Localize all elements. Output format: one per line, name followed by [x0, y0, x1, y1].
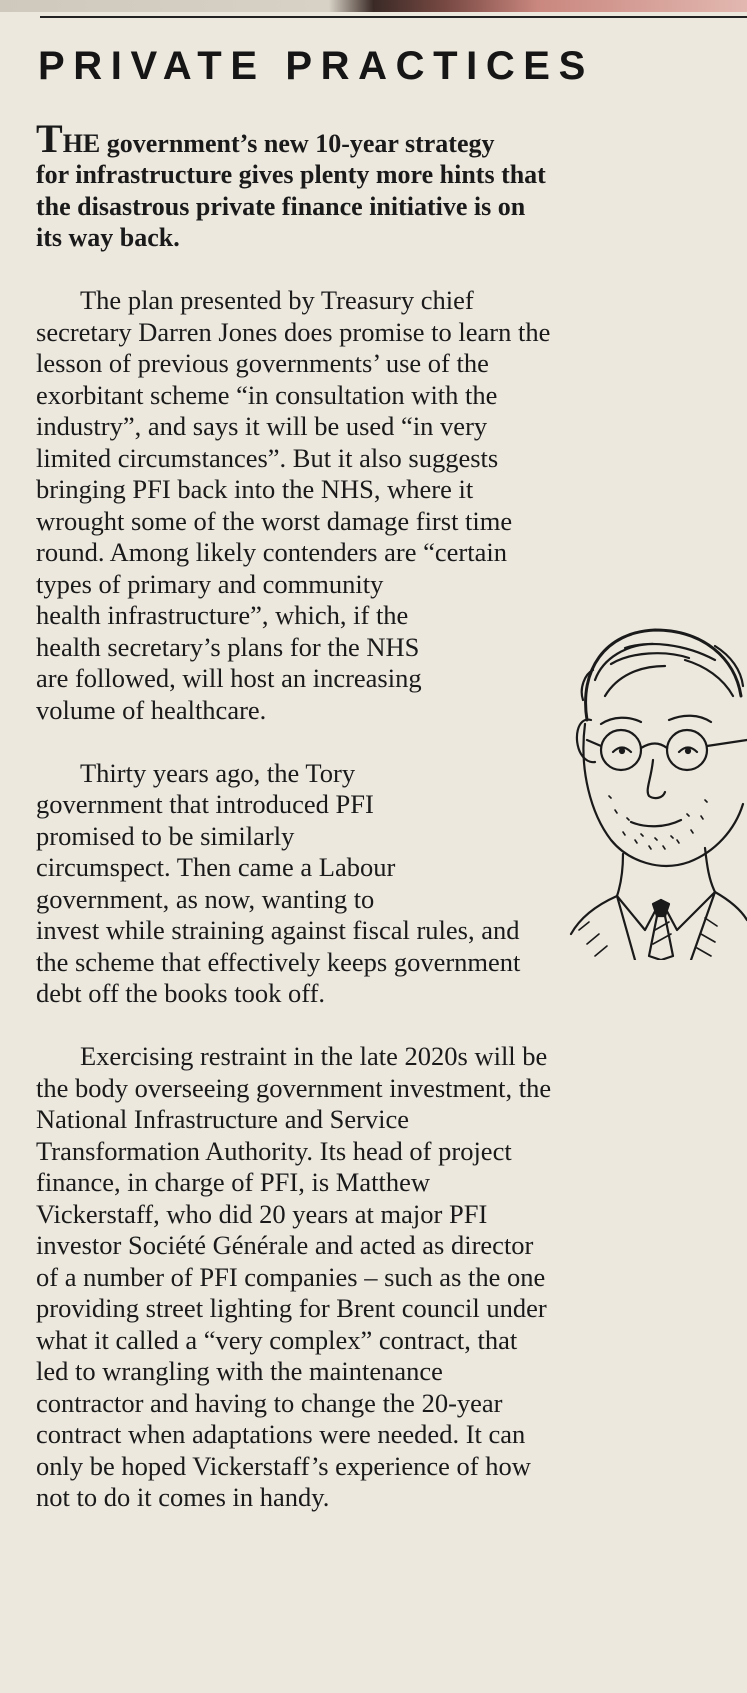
drop-cap: T [36, 115, 63, 161]
caricature-icon [565, 600, 747, 960]
paragraph-1-first-line: The plan presented by Treasury chief [80, 285, 474, 315]
paragraph-1-text: secretary Darren Jones does promise to learn the lesson of previous governments’ use of the exorbitant scheme “in consultation with the industry”, and says it will be used “in very limited circumstances”. But it also suggests bringing PFI back into the NHS, where it wrought some of the worst damage first time round. Among likely contenders are “certain types of primary and community health infrastructure”, which, if the health secretary’s plans for the NHS are followed, will host an increasing volume of healthcare. [36, 316, 551, 725]
standfirst [36, 115, 738, 254]
paragraph-2-text: government that introduced PFI promised to be similarly circumspect. Then came a Labour government, as now, wanting to invest while straining against fiscal rules, and the scheme that effectively keeps government debt off the books took off. [36, 789, 521, 1008]
standfirst-text: HE government’s new 10-year strategy for infrastructure gives plenty more hints that the disastrous private finance initiative is on its way back. [36, 128, 546, 252]
previous-page-strip [0, 0, 747, 12]
paragraph-3-text: the body overseeing government investment, the National Infrastructure and Service Transformation Authority. Its head of project finance, in charge of PFI, is Matthew Vickerstaff, who did 20 years at major PFI investor Société Générale and acted as director of a number of PFI companies – such as the one providing street lighting for Brent council under what it called a “very complex” contract, that led to wrangling with the maintenance contractor and having to change the 20-year contract when adaptations were needed. It can only be hoped Vickerstaff’s experience of how not to do it comes in handy. [36, 1072, 552, 1512]
paragraph-3 [36, 1041, 738, 1514]
headline: PRIVATE PRACTICES [38, 44, 594, 88]
section-rule [40, 16, 747, 18]
paragraph-3-first-line: Exercising restraint in the late 2020s will be [80, 1041, 548, 1071]
paragraph-2-first-line: Thirty years ago, the Tory [80, 757, 356, 788]
